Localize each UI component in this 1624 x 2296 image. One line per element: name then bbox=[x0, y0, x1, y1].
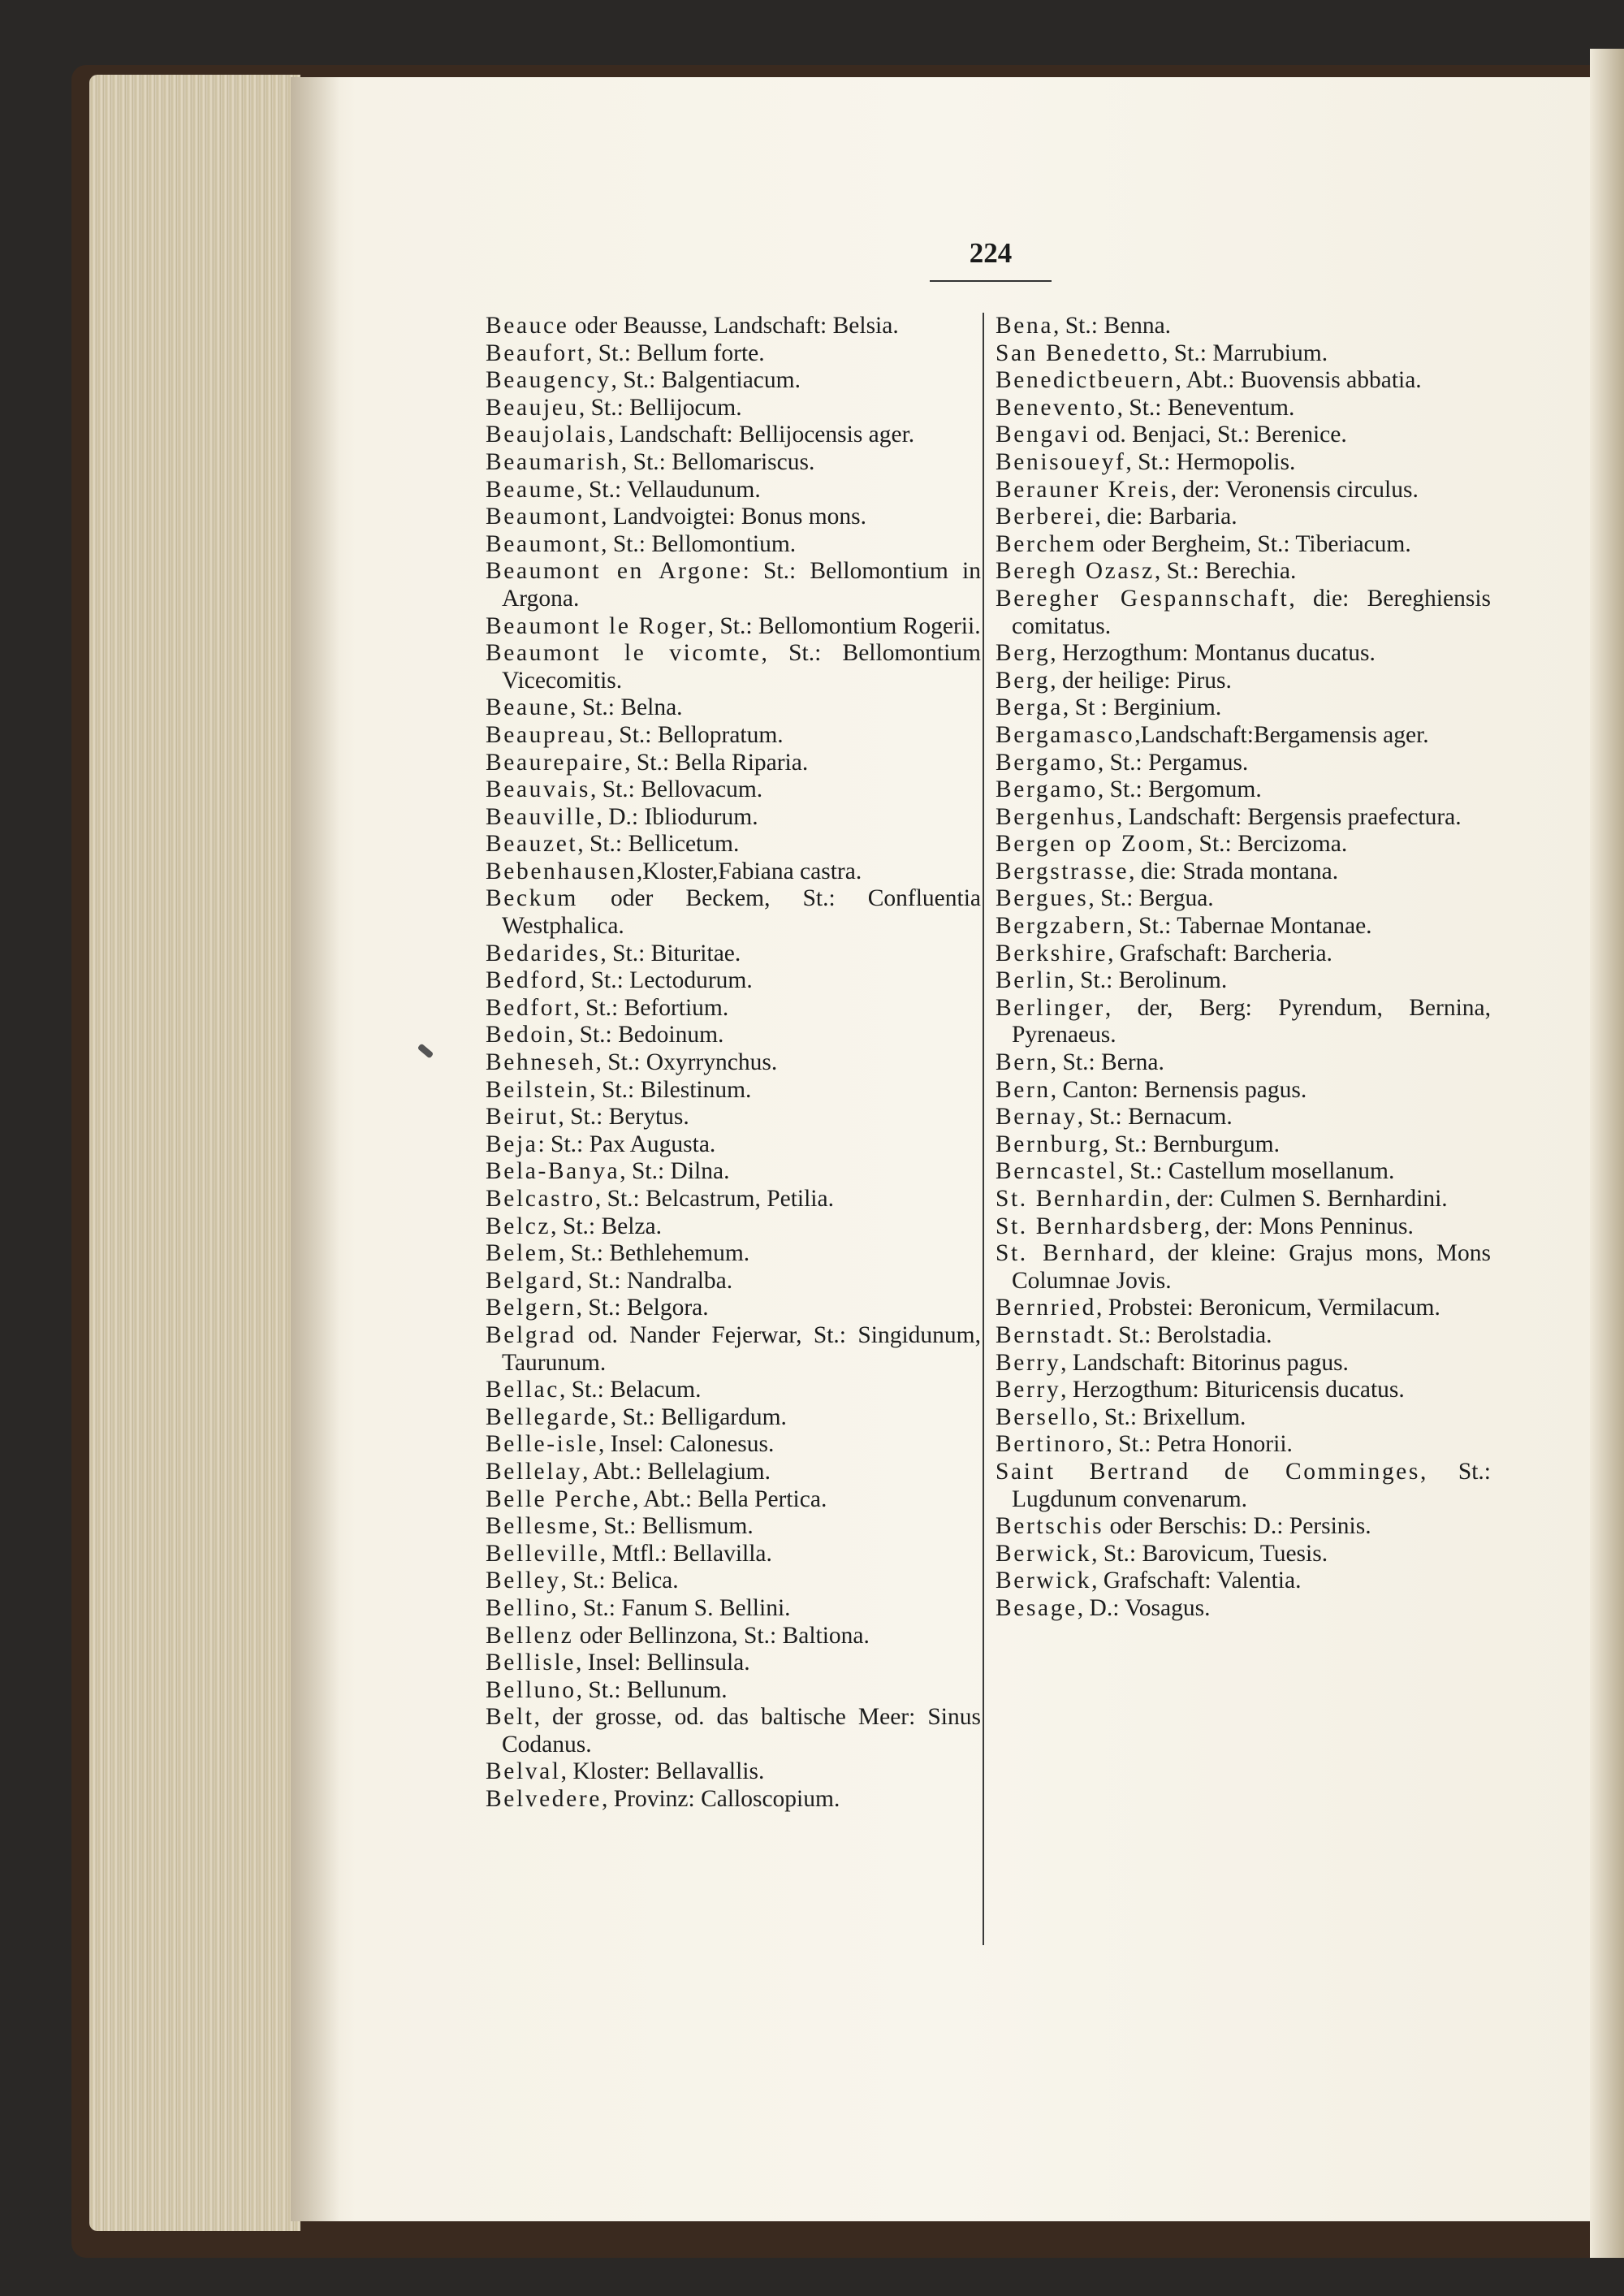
entry-definition: , Abt.: Buovensis abbatia. bbox=[1175, 367, 1422, 394]
entry-definition: , St.: Belacum. bbox=[559, 1377, 702, 1403]
entry-headword: Belle Perche bbox=[486, 1485, 633, 1512]
index-entry bbox=[486, 367, 981, 395]
entry-headword: Berg bbox=[996, 640, 1051, 667]
entry-definition: , Grafschaft: Valentia. bbox=[1091, 1567, 1302, 1594]
entry-headword: Bellegarde bbox=[486, 1403, 611, 1430]
entry-definition: , der, Berg: Pyrendum, Bernina, Pyrenaeus. bbox=[1012, 994, 1491, 1049]
index-entry bbox=[486, 1268, 981, 1295]
index-entry bbox=[996, 1541, 1491, 1568]
entry-headword: Beaumont le vicomte bbox=[486, 640, 762, 667]
entry-definition: , St.: Bellicetum. bbox=[577, 831, 740, 858]
entry-definition: , Abt.: Bellelagium. bbox=[582, 1458, 771, 1485]
index-entry bbox=[996, 586, 1491, 640]
entry-definition: , St.: Pergamus. bbox=[1097, 749, 1249, 776]
entry-headword: Bellesme bbox=[486, 1513, 592, 1540]
entry-headword: Bergues bbox=[996, 885, 1089, 912]
entry-definition: , St.: Oxyrrynchus. bbox=[595, 1049, 778, 1076]
index-entry bbox=[996, 395, 1491, 422]
index-entry bbox=[486, 750, 981, 777]
index-entry bbox=[996, 1049, 1491, 1077]
index-entry bbox=[996, 1240, 1491, 1295]
entry-headword: St. Bernhard bbox=[996, 1240, 1149, 1267]
entry-definition: oder Bellinzona, St.: Baltiona. bbox=[573, 1622, 870, 1649]
facing-page-edge bbox=[1590, 49, 1624, 2258]
entry-definition: , St.: Berechia. bbox=[1154, 558, 1297, 585]
entry-headword: Bernstadt bbox=[996, 1321, 1107, 1348]
entry-headword: Bebenhausen bbox=[486, 858, 637, 884]
entry-definition: , Landschaft: Bellijocensis ager. bbox=[607, 422, 915, 448]
entry-headword: Benisoueyf bbox=[996, 448, 1126, 475]
index-entry bbox=[486, 1186, 981, 1213]
entry-definition: , St.: Befortium. bbox=[573, 994, 729, 1021]
entry-headword: Belgrad bbox=[486, 1321, 577, 1348]
entry-definition: , St.: Bercizoma. bbox=[1186, 831, 1348, 858]
index-entry bbox=[486, 449, 981, 477]
entry-definition: . St.: Berolstadia. bbox=[1106, 1321, 1272, 1348]
index-entry bbox=[996, 477, 1491, 504]
entry-headword: Beirut bbox=[486, 1104, 559, 1131]
entry-definition: , der: Veronensis circulus. bbox=[1170, 476, 1419, 503]
index-entry bbox=[996, 1077, 1491, 1105]
left-column bbox=[486, 313, 981, 1814]
index-entry bbox=[486, 694, 981, 722]
entry-headword: Bellisle bbox=[486, 1650, 576, 1676]
entry-definition: , St.: Balgentiacum. bbox=[611, 367, 801, 394]
index-entry bbox=[996, 1131, 1491, 1159]
entry-headword: Berkshire bbox=[996, 940, 1108, 966]
entry-headword: Behneseh bbox=[486, 1049, 596, 1076]
entry-definition: , St.: Bellovacum. bbox=[590, 776, 763, 803]
entry-definition: , Insel: Bellinsula. bbox=[575, 1650, 750, 1676]
entry-headword: Beilstein bbox=[486, 1076, 590, 1103]
entry-definition: , St.: Brixellum. bbox=[1092, 1403, 1246, 1430]
entry-headword: Belcz bbox=[486, 1213, 551, 1239]
entry-definition: , St.: Beneventum. bbox=[1116, 394, 1295, 421]
index-entry bbox=[996, 694, 1491, 722]
entry-definition: , St.: Benna. bbox=[1053, 313, 1172, 339]
entry-definition: , St.: Bellomontium Vicecomitis. bbox=[502, 640, 981, 694]
entry-headword: Belgard bbox=[486, 1267, 577, 1294]
entry-definition: , St.: Marrubium. bbox=[1162, 339, 1328, 366]
entry-headword: Beaumont bbox=[486, 504, 602, 530]
entry-definition: od. Benjaci, St.: Berenice. bbox=[1090, 422, 1347, 448]
page-edges bbox=[89, 75, 300, 2231]
entry-definition: , St.: Bellum forte. bbox=[586, 339, 765, 366]
column-divider bbox=[983, 313, 984, 1945]
entry-definition: , St.: Bernacum. bbox=[1077, 1104, 1233, 1131]
entry-headword: Saint Bertrand de Comminges bbox=[996, 1458, 1420, 1485]
entry-definition: , St.: Belza. bbox=[551, 1213, 662, 1239]
index-entry bbox=[486, 1459, 981, 1486]
entry-definition: , St.: Bella Riparia. bbox=[624, 749, 809, 776]
index-entry bbox=[486, 640, 981, 694]
entry-headword: Beaumont en Argone bbox=[486, 558, 743, 585]
right-column bbox=[996, 313, 1491, 1623]
index-entry bbox=[486, 1786, 981, 1814]
index-entry bbox=[486, 477, 981, 504]
entry-definition: , St.: Fanum S. Bellini. bbox=[571, 1594, 791, 1621]
index-entry bbox=[996, 640, 1491, 668]
entry-headword: Bergamasco bbox=[996, 721, 1135, 748]
entry-headword: Berlin bbox=[996, 967, 1069, 994]
index-entry bbox=[486, 1513, 981, 1541]
entry-definition: , St.: Bellomontium. bbox=[601, 530, 797, 557]
entry-headword: Belluno bbox=[486, 1676, 577, 1703]
index-entry bbox=[996, 1513, 1491, 1541]
entry-headword: Bergamo bbox=[996, 749, 1098, 776]
entry-headword: Beauce bbox=[486, 313, 569, 339]
index-entry bbox=[486, 504, 981, 531]
index-entry bbox=[996, 1595, 1491, 1623]
entry-definition: , St.: Bedoinum. bbox=[567, 1022, 724, 1049]
index-entry bbox=[486, 1704, 981, 1758]
entry-headword: Beaume bbox=[486, 476, 577, 503]
entry-headword: Belgern bbox=[486, 1295, 577, 1321]
entry-definition: oder Beckem, St.: Confluentia Westphalica. bbox=[502, 885, 981, 940]
entry-headword: Berncastel bbox=[996, 1158, 1118, 1185]
index-entry bbox=[486, 1431, 981, 1459]
entry-definition: , Insel: Calonesus. bbox=[598, 1431, 775, 1458]
entry-definition: , St.: Dilna. bbox=[620, 1158, 730, 1185]
index-entry bbox=[996, 340, 1491, 368]
index-entry bbox=[486, 558, 981, 612]
index-entry bbox=[486, 1240, 981, 1268]
entry-headword: Berg bbox=[996, 667, 1051, 694]
entry-headword: Beregh Ozasz bbox=[996, 558, 1155, 585]
index-entry bbox=[486, 1131, 981, 1159]
index-entry bbox=[486, 1404, 981, 1432]
entry-definition: , St.: Castellum mosellanum. bbox=[1117, 1158, 1395, 1185]
index-entry bbox=[996, 449, 1491, 477]
index-entry bbox=[996, 995, 1491, 1049]
index-entry bbox=[486, 1295, 981, 1322]
entry-headword: Bellac bbox=[486, 1377, 559, 1403]
entry-definition: ,Kloster,Fabiana castra. bbox=[636, 858, 862, 884]
index-entry bbox=[486, 858, 981, 886]
entry-headword: Belvedere bbox=[486, 1786, 602, 1813]
entry-definition: , St.: Berna. bbox=[1050, 1049, 1164, 1076]
entry-definition: , Provinz: Calloscopium. bbox=[601, 1786, 840, 1813]
entry-headword: Bedfort bbox=[486, 994, 574, 1021]
entry-headword: Beauzet bbox=[486, 831, 578, 858]
entry-definition: , St.: Vellaudunum. bbox=[577, 476, 761, 503]
index-entry bbox=[486, 1077, 981, 1105]
entry-headword: Beauville bbox=[486, 803, 597, 830]
index-entry bbox=[486, 1623, 981, 1650]
entry-definition: , St.: Belna. bbox=[570, 694, 683, 721]
index-entry bbox=[486, 1158, 981, 1186]
index-entry bbox=[486, 422, 981, 449]
entry-headword: Belval bbox=[486, 1758, 561, 1785]
entry-headword: Beja bbox=[486, 1131, 538, 1157]
entry-definition: , St.: Bellismum. bbox=[591, 1513, 754, 1540]
entry-definition: , der: Mons Penninus. bbox=[1203, 1213, 1414, 1239]
index-entry bbox=[996, 1350, 1491, 1377]
entry-headword: Bellino bbox=[486, 1594, 572, 1621]
entry-headword: Bergenhus bbox=[996, 803, 1117, 830]
entry-definition: , St.: Nandralba. bbox=[576, 1267, 733, 1294]
index-entry bbox=[996, 967, 1491, 995]
entry-headword: Belle-isle bbox=[486, 1431, 599, 1458]
index-entry bbox=[486, 531, 981, 559]
entry-definition: , Herzogthum: Montanus ducatus. bbox=[1050, 640, 1376, 667]
entry-headword: Bellelay bbox=[486, 1458, 583, 1485]
entry-definition: , St : Berginium. bbox=[1062, 694, 1222, 721]
entry-headword: Benedictbeuern bbox=[996, 367, 1176, 394]
entry-definition: , St.: Bellomariscus. bbox=[620, 448, 815, 475]
index-entry bbox=[486, 1541, 981, 1568]
entry-definition: oder Berschis: D.: Persinis. bbox=[1104, 1513, 1371, 1540]
entry-definition: , St.: Bethlehemum. bbox=[559, 1240, 750, 1267]
page-number-rule bbox=[930, 280, 1052, 282]
index-entry bbox=[996, 885, 1491, 913]
entry-definition: , die: Barbaria. bbox=[1095, 504, 1237, 530]
entry-headword: St. Bernhardsberg bbox=[996, 1213, 1204, 1239]
index-entry bbox=[996, 668, 1491, 695]
index-entry bbox=[486, 1377, 981, 1404]
index-entry bbox=[486, 1322, 981, 1377]
index-entry bbox=[486, 776, 981, 804]
entry-headword: Bern bbox=[996, 1049, 1051, 1076]
entry-headword: Bertschis bbox=[996, 1513, 1104, 1540]
entry-definition: , Grafschaft: Barcheria. bbox=[1108, 940, 1332, 966]
index-entry bbox=[486, 1677, 981, 1705]
entry-headword: Benevento bbox=[996, 394, 1117, 421]
entry-definition: od. Nander Fejerwar, St.: Singidunum, Taurunum. bbox=[502, 1321, 981, 1376]
entry-definition: , der: Culmen S. Bernhardini. bbox=[1164, 1186, 1448, 1212]
entry-definition: , St.: Hermopolis. bbox=[1125, 448, 1296, 475]
entry-definition: , Mtfl.: Bellavilla. bbox=[599, 1540, 772, 1567]
entry-definition: , Landvoigtei: Bonus mons. bbox=[601, 504, 867, 530]
page-number: 224 bbox=[969, 237, 1013, 269]
entry-headword: Besage bbox=[996, 1594, 1078, 1621]
index-entry bbox=[486, 1049, 981, 1077]
entry-definition: , St.: Berolinum. bbox=[1068, 967, 1228, 994]
entry-definition: , St.: Bellunum. bbox=[576, 1676, 728, 1703]
entry-definition: , St.: Belligardum. bbox=[610, 1403, 787, 1430]
index-entry bbox=[996, 1567, 1491, 1595]
entry-headword: Berberei bbox=[996, 504, 1095, 530]
entry-headword: Beaufort bbox=[486, 339, 587, 366]
entry-definition: , St.: Bituritae. bbox=[600, 940, 741, 966]
entry-definition: , St.: Lugdunum convenarum. bbox=[1012, 1458, 1491, 1512]
entry-definition: , St.: Belgora. bbox=[576, 1295, 709, 1321]
entry-definition: , St.: Barovicum, Tuesis. bbox=[1091, 1540, 1328, 1567]
entry-definition: , der kleine: Grajus mons, Mons Columnae Jovis. bbox=[1012, 1240, 1491, 1294]
index-entry bbox=[996, 940, 1491, 968]
entry-headword: Beaupreau bbox=[486, 721, 607, 748]
entry-definition: , St.: Tabernae Montanae. bbox=[1126, 913, 1372, 940]
index-entry bbox=[996, 858, 1491, 886]
index-entry bbox=[996, 722, 1491, 750]
entry-headword: Beauvais bbox=[486, 776, 590, 803]
entry-headword: Berry bbox=[996, 1377, 1061, 1403]
entry-definition: : St.: Pax Augusta. bbox=[538, 1131, 716, 1157]
index-entry bbox=[996, 1377, 1491, 1404]
index-entry bbox=[486, 967, 981, 995]
entry-definition: , Landschaft: Bitorinus pagus. bbox=[1060, 1349, 1349, 1376]
entry-headword: Bertinoro bbox=[996, 1431, 1107, 1458]
entry-headword: Bengavi bbox=[996, 422, 1091, 448]
index-entry bbox=[996, 1431, 1491, 1459]
entry-headword: Bellenz bbox=[486, 1622, 574, 1649]
entry-headword: Belleville bbox=[486, 1540, 600, 1567]
entry-definition: , St.: Belcastrum, Petilia. bbox=[594, 1186, 834, 1212]
index-entry bbox=[996, 1295, 1491, 1322]
entry-headword: Beaujeu bbox=[486, 394, 579, 421]
entry-definition: , St.: Berytus. bbox=[558, 1104, 689, 1131]
entry-definition: , Herzogthum: Bituricensis ducatus. bbox=[1060, 1377, 1405, 1403]
index-entry bbox=[996, 313, 1491, 340]
entry-definition: oder Beausse, Landschaft: Belsia. bbox=[568, 313, 899, 339]
entry-definition: , St.: Bernburgum. bbox=[1102, 1131, 1280, 1157]
index-entry bbox=[486, 1758, 981, 1786]
entry-headword: Berchem bbox=[996, 530, 1097, 557]
entry-headword: Bergamo bbox=[996, 776, 1098, 803]
index-entry bbox=[996, 1459, 1491, 1513]
entry-definition: , St.: Petra Honorii. bbox=[1106, 1431, 1293, 1458]
entry-definition: , St.: Bellopratum. bbox=[607, 721, 784, 748]
entry-headword: Beaurepaire bbox=[486, 749, 625, 776]
index-entry bbox=[996, 776, 1491, 804]
entry-definition: , der heilige: Pirus. bbox=[1050, 667, 1232, 694]
entry-definition: , St.: Bilestinum. bbox=[590, 1076, 752, 1103]
entry-definition: , D.: Ibliodurum. bbox=[596, 803, 758, 830]
entry-headword: Beaumarish bbox=[486, 448, 621, 475]
entry-headword: Beckum bbox=[486, 885, 578, 912]
entry-definition: , St.: Bergomum. bbox=[1097, 776, 1262, 803]
index-entry bbox=[486, 940, 981, 968]
entry-headword: Belley bbox=[486, 1567, 561, 1594]
index-entry bbox=[996, 422, 1491, 449]
entry-headword: Beaune bbox=[486, 694, 571, 721]
entry-headword: Berlinger bbox=[996, 994, 1105, 1021]
entry-definition: , Abt.: Bella Pertica. bbox=[633, 1485, 827, 1512]
index-entry bbox=[996, 1322, 1491, 1350]
entry-definition: , St.: Bellijocum. bbox=[578, 394, 742, 421]
entry-headword: Belem bbox=[486, 1240, 559, 1267]
index-entry bbox=[996, 913, 1491, 940]
entry-definition: oder Bergheim, St.: Tiberiacum. bbox=[1096, 530, 1411, 557]
index-entry bbox=[996, 831, 1491, 858]
index-entry bbox=[996, 1404, 1491, 1432]
entry-headword: Bergstrasse bbox=[996, 858, 1129, 884]
entry-definition: ,Landschaft:Bergamensis ager. bbox=[1134, 721, 1429, 748]
entry-headword: Beregher Gespannschaft bbox=[996, 585, 1289, 612]
entry-definition: , St.: Lectodurum. bbox=[578, 967, 753, 994]
entry-headword: Berwick bbox=[996, 1540, 1092, 1567]
entry-headword: Beaumont le Roger bbox=[486, 612, 708, 639]
index-entry bbox=[996, 750, 1491, 777]
index-entry bbox=[486, 313, 981, 340]
entry-headword: Belt bbox=[486, 1704, 534, 1731]
index-entry bbox=[486, 1486, 981, 1514]
index-entry bbox=[486, 1104, 981, 1131]
entry-headword: Belcastro bbox=[486, 1186, 595, 1212]
entry-headword: Beaugency bbox=[486, 367, 611, 394]
entry-definition: , Kloster: Bellavallis. bbox=[560, 1758, 765, 1785]
entry-definition: , St.: Bergua. bbox=[1088, 885, 1214, 912]
index-entry bbox=[486, 613, 981, 641]
entry-headword: Bernay bbox=[996, 1104, 1078, 1131]
entry-headword: Berauner Kreis bbox=[996, 476, 1171, 503]
entry-headword: Bergen op Zoom bbox=[996, 831, 1187, 858]
entry-headword: Bersello bbox=[996, 1403, 1093, 1430]
index-entry bbox=[996, 367, 1491, 395]
entry-definition: , Probstei: Beronicum, Vermilacum. bbox=[1096, 1295, 1440, 1321]
entry-definition: , die: Strada montana. bbox=[1129, 858, 1339, 884]
entry-headword: Berry bbox=[996, 1349, 1061, 1376]
entry-headword: Bedford bbox=[486, 967, 579, 994]
entry-headword: Bedarides bbox=[486, 940, 601, 966]
entry-headword: San Benedetto bbox=[996, 339, 1163, 366]
index-entry bbox=[486, 395, 981, 422]
index-entry bbox=[996, 804, 1491, 832]
spine-shadow bbox=[291, 77, 339, 2221]
entry-headword: Bernburg bbox=[996, 1131, 1103, 1157]
entry-headword: Beaujolais bbox=[486, 422, 608, 448]
entry-definition: , St.: Bellomontium Rogerii. bbox=[707, 612, 981, 639]
entry-headword: Berwick bbox=[996, 1567, 1092, 1594]
entry-headword: Berga bbox=[996, 694, 1063, 721]
entry-definition: , der grosse, od. das baltische Meer: Sinus Codanus. bbox=[502, 1704, 981, 1758]
index-entry bbox=[996, 558, 1491, 586]
entry-headword: Beaumont bbox=[486, 530, 602, 557]
entry-headword: Bernried bbox=[996, 1295, 1097, 1321]
index-entry bbox=[486, 1022, 981, 1049]
entry-headword: Bern bbox=[996, 1076, 1051, 1103]
index-entry bbox=[486, 1213, 981, 1241]
index-entry bbox=[486, 340, 981, 368]
index-entry bbox=[486, 885, 981, 940]
index-entry bbox=[486, 995, 981, 1023]
index-entry bbox=[996, 504, 1491, 531]
index-entry bbox=[996, 1186, 1491, 1213]
entry-definition: , Canton: Bernensis pagus. bbox=[1050, 1076, 1307, 1103]
index-entry bbox=[996, 1104, 1491, 1131]
index-entry bbox=[486, 1595, 981, 1623]
entry-definition: : St.: Bellomontium in Argona. bbox=[502, 558, 981, 612]
entry-definition: , Landschaft: Bergensis praefectura. bbox=[1116, 803, 1462, 830]
index-entry bbox=[486, 804, 981, 832]
entry-headword: Bena bbox=[996, 313, 1054, 339]
index-entry bbox=[996, 531, 1491, 559]
index-entry bbox=[486, 1650, 981, 1677]
entry-headword: Bedoin bbox=[486, 1022, 568, 1049]
index-entry bbox=[486, 1567, 981, 1595]
entry-definition: , die: Bereghiensis comitatus. bbox=[1012, 585, 1491, 639]
entry-definition: , St.: Belica. bbox=[560, 1567, 679, 1594]
entry-headword: Bergzabern bbox=[996, 913, 1127, 940]
entry-headword: Bela-Banya bbox=[486, 1158, 620, 1185]
index-entry bbox=[996, 1213, 1491, 1241]
entry-definition: , D.: Vosagus. bbox=[1077, 1594, 1211, 1621]
index-entry bbox=[486, 722, 981, 750]
index-entry bbox=[486, 831, 981, 858]
entry-headword: St. Bernhardin bbox=[996, 1186, 1165, 1212]
index-entry bbox=[996, 1158, 1491, 1186]
